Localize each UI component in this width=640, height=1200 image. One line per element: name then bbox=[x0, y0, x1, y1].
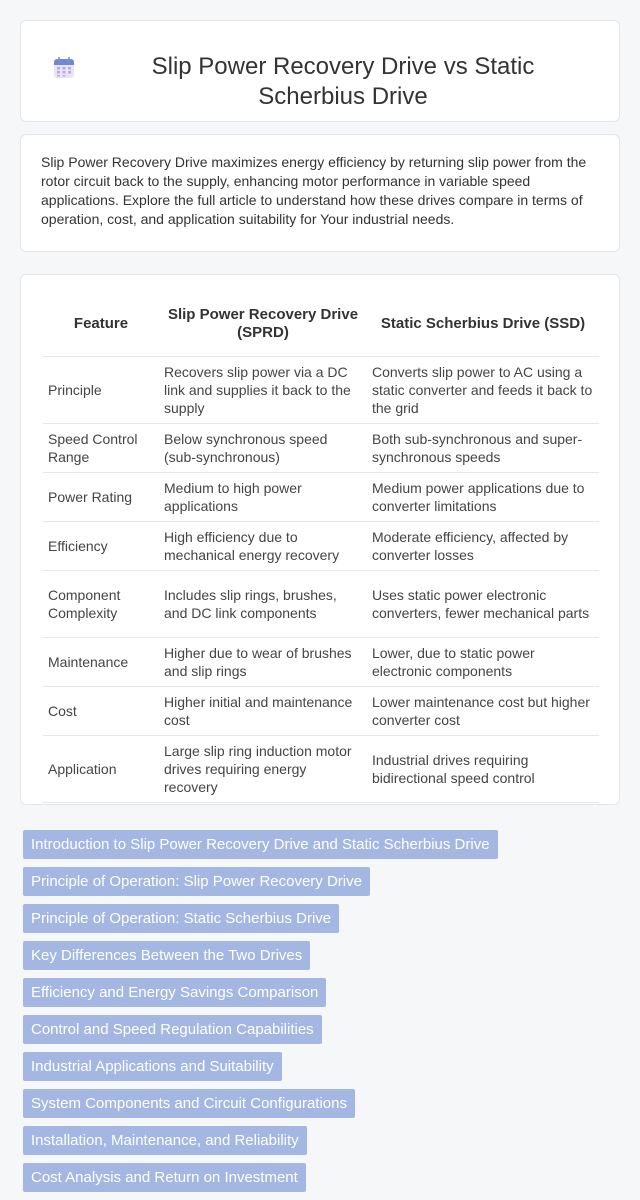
table-cell: Moderate efficiency, affected by converter losses bbox=[367, 521, 599, 570]
table-cell: Industrial drives requiring bidirectional speed control bbox=[367, 735, 599, 802]
link-principle-sprd[interactable]: Principle of Operation: Slip Power Recovery Drive bbox=[23, 867, 370, 896]
intro-text: Slip Power Recovery Drive maximizes energy efficiency by returning slip power from the rotor circuit back to the supply, enhancing motor performance in variable speed applications. Explore the full article to understand how these drives compare in terms of operation, cost, and application suitability for Your industrial needs. bbox=[41, 154, 587, 227]
table-row bbox=[43, 735, 599, 802]
link-efficiency[interactable]: Efficiency and Energy Savings Comparison bbox=[23, 978, 326, 1007]
link-industrial-applications[interactable]: Industrial Applications and Suitability bbox=[23, 1052, 282, 1081]
table-cell: Efficiency bbox=[43, 521, 159, 570]
header-feature: Feature bbox=[43, 292, 159, 356]
table-cell: Large slip ring induction motor drives requiring energy recovery bbox=[159, 735, 367, 802]
link-key-differences[interactable]: Key Differences Between the Two Drives bbox=[23, 941, 310, 970]
article-links bbox=[23, 830, 623, 1200]
link-principle-ssd[interactable]: Principle of Operation: Static Scherbius Drive bbox=[23, 904, 339, 933]
comparison-table bbox=[43, 292, 599, 803]
table-cell: High efficiency due to mechanical energy recovery bbox=[159, 521, 367, 570]
table-row bbox=[43, 423, 599, 472]
link-introduction[interactable]: Introduction to Slip Power Recovery Drive and Static Scherbius Drive bbox=[23, 830, 498, 859]
table-row bbox=[43, 686, 599, 735]
table-cell: Uses static power electronic converters, fewer mechanical parts bbox=[367, 570, 599, 637]
table-cell: Higher initial and maintenance cost bbox=[159, 686, 367, 735]
table-cell: Lower, due to static power electronic components bbox=[367, 637, 599, 686]
table-cell: Speed Control Range bbox=[43, 423, 159, 472]
link-cost-analysis[interactable]: Cost Analysis and Return on Investment bbox=[23, 1163, 306, 1192]
intro-card bbox=[20, 134, 620, 252]
table-cell: Converts slip power to AC using a static converter and feeds it back to the grid bbox=[367, 356, 599, 423]
link-system-components[interactable]: System Components and Circuit Configurations bbox=[23, 1089, 355, 1118]
table-cell: Lower maintenance cost but higher converter cost bbox=[367, 686, 599, 735]
table-row bbox=[43, 356, 599, 423]
table-cell: Cost bbox=[43, 686, 159, 735]
table-cell: Medium to high power applications bbox=[159, 472, 367, 521]
table-cell: Principle bbox=[43, 356, 159, 423]
table-cell: Power Rating bbox=[43, 472, 159, 521]
table-cell: Component Complexity bbox=[43, 570, 159, 637]
comparison-card bbox=[20, 274, 620, 805]
page-title: Slip Power Recovery Drive vs Static Scherbius Drive bbox=[151, 53, 535, 110]
table-cell: Below synchronous speed (sub-synchronous) bbox=[159, 423, 367, 472]
title-wrap bbox=[22, 30, 618, 112]
table-row bbox=[43, 570, 599, 637]
header-sprd: Slip Power Recovery Drive (SPRD) bbox=[159, 292, 367, 356]
table-header-row bbox=[43, 292, 599, 356]
table-cell: Application bbox=[43, 735, 159, 802]
table-cell: Recovers slip power via a DC link and supplies it back to the supply bbox=[159, 356, 367, 423]
table-cell: Higher due to wear of brushes and slip rings bbox=[159, 637, 367, 686]
table-cell: Medium power applications due to converter limitations bbox=[367, 472, 599, 521]
table-row bbox=[43, 472, 599, 521]
table-cell: Includes slip rings, brushes, and DC link components bbox=[159, 570, 367, 637]
table-row bbox=[43, 521, 599, 570]
title-card bbox=[20, 20, 620, 122]
link-control-speed[interactable]: Control and Speed Regulation Capabilities bbox=[23, 1015, 322, 1044]
link-installation[interactable]: Installation, Maintenance, and Reliability bbox=[23, 1126, 307, 1155]
calendar-icon bbox=[52, 56, 76, 80]
header-ssd: Static Scherbius Drive (SSD) bbox=[367, 292, 599, 356]
table-cell: Both sub-synchronous and super-synchronous speeds bbox=[367, 423, 599, 472]
table-row bbox=[43, 637, 599, 686]
table-cell: Maintenance bbox=[43, 637, 159, 686]
